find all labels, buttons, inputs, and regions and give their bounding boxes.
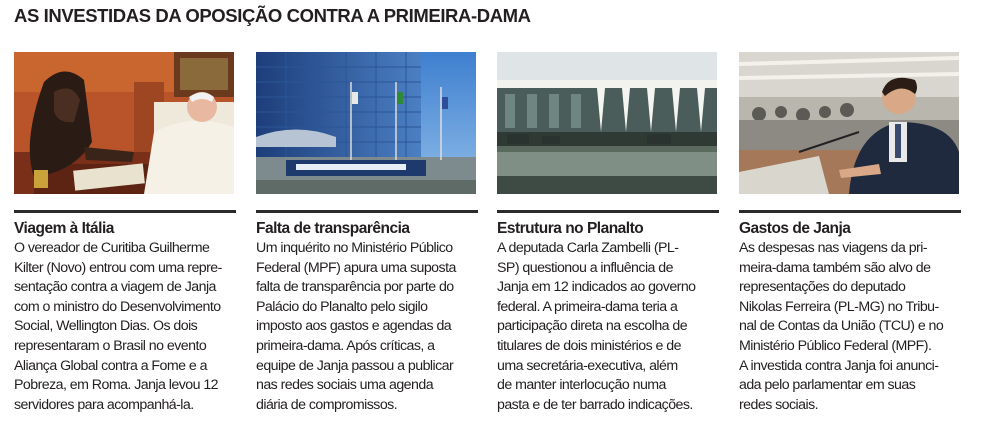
body-line: A deputada Carla Zambelli (PL-	[497, 240, 679, 256]
body-line: representações do deputado	[739, 279, 906, 296]
article-title: Gastos de Janja	[739, 220, 851, 237]
article-body	[14, 239, 236, 415]
body-line: falta de transparência por parte do	[256, 279, 454, 296]
body-line: federal. A primeira-dama teria a	[497, 298, 678, 315]
body-line: Kilter (Novo) entrou com uma repre-	[14, 259, 222, 276]
article-body	[256, 239, 478, 415]
body-line: nal de Contas da União (TCU) e no	[739, 318, 944, 335]
body-line: A investida contra Janja foi anunci-	[739, 357, 939, 374]
body-line: Federal (MPF) apura uma suposta	[256, 259, 456, 276]
article-estrutura-planalto	[497, 52, 719, 415]
body-line: meira-dama também são alvo de	[739, 259, 931, 276]
body-line: uma secretária-executiva, além	[497, 357, 678, 374]
article-title: Falta de transparência	[256, 220, 410, 237]
body-line: Um inquérito no Ministério Público	[256, 240, 453, 256]
divider-rule	[497, 210, 719, 213]
article-falta-transparencia	[256, 52, 478, 415]
body-line: Palácio do Planalto pelo sigilo	[256, 298, 428, 315]
body-line: SP) questionou a influência de	[497, 259, 673, 276]
body-line: nas redes sociais uma agenda	[256, 377, 434, 394]
body-line: diária de compromissos.	[256, 396, 398, 413]
body-line: primeira-dama. Após críticas, a	[256, 337, 435, 354]
body-line: participação direta na escolha de	[497, 318, 688, 335]
photo-planalto-palace	[497, 52, 717, 194]
body-line: Pobreza, em Roma. Janja levou 12	[14, 377, 219, 394]
body-line: O vereador de Curitiba Guilherme	[14, 240, 210, 256]
photo-pope-meeting	[14, 52, 234, 194]
photo-mpf-building	[256, 52, 476, 194]
body-line: Social, Wellington Dias. Os dois	[14, 318, 198, 335]
divider-rule	[739, 210, 961, 213]
body-line: Ministério Público Federal (MPF).	[739, 337, 932, 354]
body-line: com o ministro do Desenvolvimento	[14, 298, 221, 315]
body-line: imposto aos gastos e agendas da	[256, 318, 452, 335]
article-title: Estrutura no Planalto	[497, 220, 644, 237]
body-line: pasta e de ter barrado indicações.	[497, 396, 693, 413]
article-body	[497, 239, 719, 415]
headline: AS INVESTIDAS DA OPOSIÇÃO CONTRA A PRIMEIRA-DAMA	[14, 5, 531, 26]
body-line: ada pelo parlamentar em suas	[739, 377, 916, 394]
body-line: representaram o Brasil no evento	[14, 337, 207, 354]
body-line: equipe de Janja passou a publicar	[256, 357, 454, 374]
body-line: Janja em 12 indicados ao governo	[497, 279, 696, 296]
divider-rule	[256, 210, 478, 213]
body-line: sentação contra a viagem de Janja	[14, 279, 216, 296]
article-viagem-italia	[14, 52, 236, 415]
photo-congress-session	[739, 52, 959, 194]
body-line: redes sociais.	[739, 396, 819, 413]
body-line: As despesas nas viagens da pri-	[739, 240, 927, 256]
body-line: Aliança Global contra a Fome e a	[14, 357, 207, 374]
article-gastos-janja	[739, 52, 961, 415]
body-line: titulares de dois ministérios e de	[497, 337, 681, 354]
divider-rule	[14, 210, 236, 213]
article-title: Viagem à Itália	[14, 220, 114, 237]
article-body	[739, 239, 961, 415]
body-line: servidores para acompanhá-la.	[14, 396, 194, 413]
body-line: de manter interlocução numa	[497, 377, 666, 394]
body-line: Nikolas Ferreira (PL-MG) no Tribu-	[739, 298, 939, 315]
